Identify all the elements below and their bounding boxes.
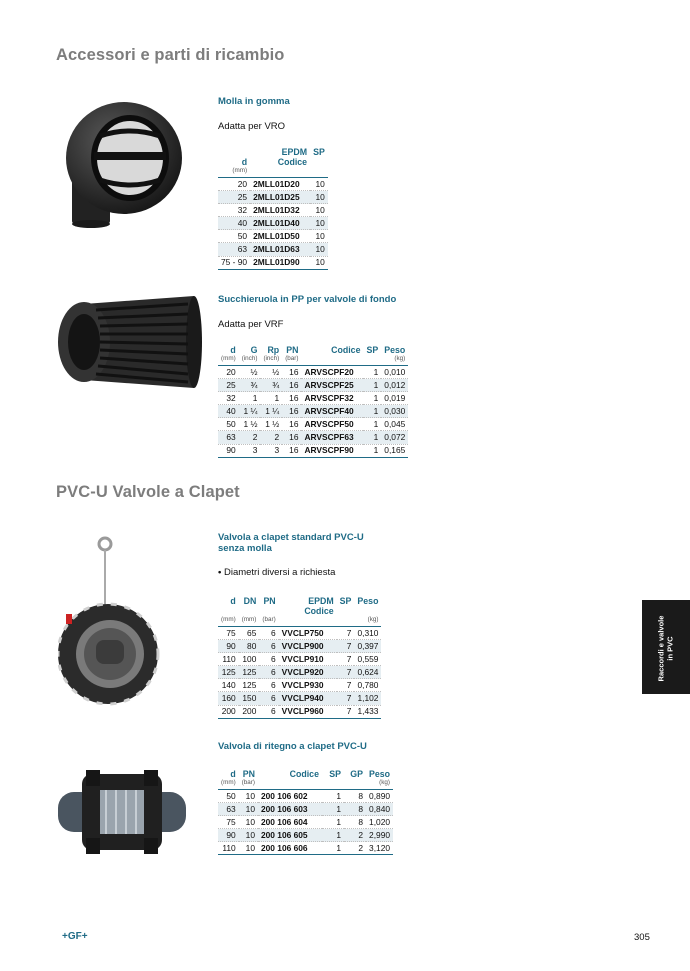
cell: 1,433 <box>354 705 381 718</box>
cell: 2 <box>239 431 261 444</box>
cell: 2MLL01D40 <box>250 217 310 230</box>
cell: VVCLP960 <box>279 705 337 718</box>
cell: ARVSCPF90 <box>301 444 363 457</box>
unit-g: (inch) <box>239 355 261 366</box>
col-header-peso: Peso <box>384 345 406 355</box>
cell: 0,780 <box>354 679 381 692</box>
cell: 0,019 <box>381 392 408 405</box>
cell: 1 <box>363 418 381 431</box>
cell: 75 - 90 <box>218 256 250 269</box>
side-tab-label: Raccordi e valvole in PVC <box>656 615 674 682</box>
col-header-d: d <box>230 345 236 355</box>
cell: 200 106 606 <box>258 842 322 855</box>
cell: 1 <box>363 444 381 457</box>
cell: 7 <box>337 666 355 679</box>
cell: 100 <box>239 653 260 666</box>
section-heading-pvc: PVC-U Valvole a Clapet <box>56 483 240 501</box>
cell: 40 <box>218 217 250 230</box>
table-row <box>218 243 328 256</box>
cell: 7 <box>337 653 355 666</box>
gf-logo: +GF+ <box>62 931 88 942</box>
cell: 0,624 <box>354 666 381 679</box>
section-title-ritegno: Valvola di ritegno a clapet PVC-U <box>218 741 367 752</box>
col-header-sp: SP <box>329 769 341 779</box>
cell: 75 <box>218 627 239 640</box>
cell: 16 <box>282 379 301 392</box>
table-row <box>218 842 393 855</box>
cell: 16 <box>282 418 301 431</box>
cell: 2MLL01D20 <box>250 178 310 191</box>
cell: 2 <box>344 842 366 855</box>
bullet-text: Diametri diversi a richiesta <box>223 567 336 578</box>
table-row <box>218 803 393 816</box>
cell: 10 <box>310 230 328 243</box>
cell: 90 <box>218 640 239 653</box>
section-title-succhieruola: Succhieruola in PP per valvole di fondo <box>218 294 397 305</box>
cell: 16 <box>282 405 301 418</box>
wafer-check-valve-image <box>58 534 164 710</box>
cell: 7 <box>337 640 355 653</box>
cell: 90 <box>218 444 239 457</box>
cell: 125 <box>239 679 260 692</box>
unit-d: (mm) <box>218 779 239 790</box>
table-row <box>218 653 381 666</box>
table-row <box>218 692 381 705</box>
cell: 1 ¼ <box>239 405 261 418</box>
unit-pn: (bar) <box>239 779 258 790</box>
cell: 0,030 <box>381 405 408 418</box>
cell: 75 <box>218 816 239 829</box>
cell: 2,990 <box>366 829 393 842</box>
ball-check-valve-image <box>56 764 188 860</box>
col-header-d: d <box>230 769 236 779</box>
cell: 25 <box>218 191 250 204</box>
unit-codice <box>258 779 322 790</box>
col-header-codice <box>250 147 310 167</box>
cell: 6 <box>259 679 278 692</box>
table-row <box>218 392 408 405</box>
unit-dn: (mm) <box>239 616 260 627</box>
cell: 150 <box>239 692 260 705</box>
table-row <box>218 204 328 217</box>
cell: 3,120 <box>366 842 393 855</box>
cell: 2 <box>344 829 366 842</box>
cell: 1 <box>322 790 344 803</box>
cell: 16 <box>282 444 301 457</box>
cell: ½ <box>239 366 261 379</box>
foot-valve-strainer-image <box>56 294 206 390</box>
bullet-dot: • <box>218 567 224 578</box>
unit-pn: (bar) <box>259 616 278 627</box>
col-header-peso: Peso <box>357 596 379 606</box>
cell: 10 <box>310 243 328 256</box>
unit-sp <box>310 167 328 178</box>
col-header-pn: PN <box>263 596 276 606</box>
cell: 10 <box>310 256 328 269</box>
cell: ARVSCPF40 <box>301 405 363 418</box>
cell: 2MLL01D90 <box>250 256 310 269</box>
cell: 6 <box>259 666 278 679</box>
section-title-clapet-standard: Valvola a clapet standard PVC-U senza molla <box>218 532 364 554</box>
table-row <box>218 217 328 230</box>
cell: 20 <box>218 366 239 379</box>
cell: VVCLP910 <box>279 653 337 666</box>
cell: 6 <box>259 640 278 653</box>
cell: 0,559 <box>354 653 381 666</box>
table-row <box>218 418 408 431</box>
cell: 200 106 605 <box>258 829 322 842</box>
cell: 140 <box>218 679 239 692</box>
cell: 0,890 <box>366 790 393 803</box>
col-header-codice: Codice <box>289 769 319 779</box>
cell: 0,045 <box>381 418 408 431</box>
col-header-pn: PN <box>286 345 299 355</box>
cell: ARVSCPF50 <box>301 418 363 431</box>
col-header-peso: Peso <box>368 769 391 779</box>
chapter-side-tab[interactable] <box>642 600 690 694</box>
cell: 0,012 <box>381 379 408 392</box>
table-row <box>218 627 381 640</box>
cell: 1 <box>363 431 381 444</box>
cell: 8 <box>344 790 366 803</box>
cell: 20 <box>218 178 250 191</box>
table-row <box>218 666 381 679</box>
table-succhieruola <box>218 345 408 458</box>
col-header-pn: PN <box>242 769 255 779</box>
rubber-spring-image <box>56 96 182 228</box>
unit-codice <box>301 355 363 366</box>
cell: 2MLL01D63 <box>250 243 310 256</box>
unit-d: (mm) <box>218 167 250 178</box>
cell: VVCLP900 <box>279 640 337 653</box>
cell: 80 <box>239 640 260 653</box>
cell: 1 <box>322 829 344 842</box>
cell: 125 <box>239 666 260 679</box>
cell: 7 <box>337 627 355 640</box>
col-header-sp: SP <box>366 345 379 355</box>
col-header-sp: SP <box>313 147 325 157</box>
cell: 125 <box>218 666 239 679</box>
cell: 10 <box>239 842 258 855</box>
table-row <box>218 431 408 444</box>
col-header-d: d <box>241 157 248 167</box>
col-header-d: d <box>230 596 236 606</box>
cell: ¾ <box>239 379 261 392</box>
table-row <box>218 640 381 653</box>
unit-d: (mm) <box>218 616 239 627</box>
cell: 1 ¼ <box>260 405 282 418</box>
cell: VVCLP930 <box>279 679 337 692</box>
unit-peso: (kg) <box>354 616 381 627</box>
cell: 6 <box>259 692 278 705</box>
cell: 0,010 <box>381 366 408 379</box>
cell: 1 <box>322 816 344 829</box>
cell: 1,020 <box>366 816 393 829</box>
cell: 200 106 603 <box>258 803 322 816</box>
cell: 0,072 <box>381 431 408 444</box>
cell: 1 ½ <box>239 418 261 431</box>
unit-peso: (kg) <box>366 779 393 790</box>
cell: 40 <box>218 405 239 418</box>
cell: 63 <box>218 803 239 816</box>
cell: 7 <box>337 679 355 692</box>
cell: 10 <box>239 816 258 829</box>
cell: ½ <box>260 366 282 379</box>
cell: 10 <box>310 204 328 217</box>
unit-peso: (kg) <box>381 355 408 366</box>
cell: 90 <box>218 829 239 842</box>
col-header-rp: Rp <box>267 345 280 355</box>
cell: 8 <box>344 803 366 816</box>
cell: ARVSCPF63 <box>301 431 363 444</box>
table-row <box>218 816 393 829</box>
cell: 2MLL01D50 <box>250 230 310 243</box>
unit-pn: (bar) <box>282 355 301 366</box>
cell: 0,397 <box>354 640 381 653</box>
cell: 1 <box>239 392 261 405</box>
cell: 1 <box>363 379 381 392</box>
cell: 10 <box>310 191 328 204</box>
cell: 3 <box>239 444 261 457</box>
section-subtitle-molla: Adatta per VRO <box>218 121 286 132</box>
unit-sp <box>322 779 344 790</box>
cell: 2 <box>260 431 282 444</box>
cell: 7 <box>337 692 355 705</box>
cell: ARVSCPF32 <box>301 392 363 405</box>
table-clapet-standard <box>218 596 381 719</box>
col-header-epdm-codice: EPDM Codice <box>304 596 334 616</box>
cell: VVCLP940 <box>279 692 337 705</box>
cell: 10 <box>310 217 328 230</box>
cell: 25 <box>218 379 239 392</box>
cell: 0,310 <box>354 627 381 640</box>
section-title-molla: Molla in gomma <box>218 96 290 107</box>
cell: 10 <box>239 829 258 842</box>
cell: 6 <box>259 705 278 718</box>
cell: 1 <box>322 842 344 855</box>
cell: 0,840 <box>366 803 393 816</box>
col-header-gp: GP <box>350 769 363 779</box>
table-row <box>218 366 408 379</box>
cell: 63 <box>218 431 239 444</box>
col-header-codice: Codice <box>331 345 361 355</box>
cell: 16 <box>282 392 301 405</box>
unit-sp <box>363 355 381 366</box>
cell: 6 <box>259 627 278 640</box>
cell: 32 <box>218 204 250 217</box>
cell: 1 ½ <box>260 418 282 431</box>
cell: 1 <box>322 803 344 816</box>
cell: 32 <box>218 392 239 405</box>
table-molla <box>218 147 328 270</box>
cell: 1 <box>363 392 381 405</box>
cell: 10 <box>239 790 258 803</box>
col-header-dn: DN <box>243 596 257 606</box>
cell: 0,165 <box>381 444 408 457</box>
cell: ARVSCPF25 <box>301 379 363 392</box>
cell: ¾ <box>260 379 282 392</box>
table-row <box>218 191 328 204</box>
cell: 3 <box>260 444 282 457</box>
cell: 7 <box>337 705 355 718</box>
cell: 160 <box>218 692 239 705</box>
cell: 200 106 602 <box>258 790 322 803</box>
table-row <box>218 405 408 418</box>
table-ritegno <box>218 769 393 855</box>
table-row <box>218 230 328 243</box>
cell: 1,102 <box>354 692 381 705</box>
cell: 200 <box>239 705 260 718</box>
unit-codice <box>279 616 337 627</box>
cell: 65 <box>239 627 260 640</box>
cell: 10 <box>310 178 328 191</box>
bullet-item <box>218 567 335 578</box>
cell: 2MLL01D32 <box>250 204 310 217</box>
cell: 1 <box>363 405 381 418</box>
cell: 16 <box>282 366 301 379</box>
cell: 200 <box>218 705 239 718</box>
cell: 1 <box>260 392 282 405</box>
table-row <box>218 444 408 457</box>
cell: 200 106 604 <box>258 816 322 829</box>
unit-sp <box>337 616 355 627</box>
cell: 16 <box>282 431 301 444</box>
cell: 110 <box>218 842 239 855</box>
unit-rp: (inch) <box>260 355 282 366</box>
page-number: 305 <box>634 932 650 943</box>
cell: 50 <box>218 418 239 431</box>
cell: 1 <box>363 366 381 379</box>
table-row <box>218 379 408 392</box>
unit-gp <box>344 779 366 790</box>
cell: 63 <box>218 243 250 256</box>
cell: 6 <box>259 653 278 666</box>
table-row <box>218 790 393 803</box>
cell: 2MLL01D25 <box>250 191 310 204</box>
table-row <box>218 679 381 692</box>
cell: 50 <box>218 790 239 803</box>
cell: 110 <box>218 653 239 666</box>
unit-d: (mm) <box>218 355 239 366</box>
table-row <box>218 829 393 842</box>
cell: ARVSCPF20 <box>301 366 363 379</box>
cell: 50 <box>218 230 250 243</box>
cell: VVCLP920 <box>279 666 337 679</box>
cell: VVCLP750 <box>279 627 337 640</box>
table-row <box>218 178 328 191</box>
cell: 8 <box>344 816 366 829</box>
cell: 10 <box>239 803 258 816</box>
col-header-epdm-codice: EPDM Codice <box>277 147 308 167</box>
page-title: Accessori e parti di ricambio <box>56 46 285 64</box>
table-row <box>218 256 328 269</box>
col-header-sp: SP <box>339 596 352 606</box>
unit-codice <box>250 167 310 178</box>
table-row <box>218 705 381 718</box>
col-header-g: G <box>250 345 258 355</box>
section-subtitle-succhieruola: Adatta per VRF <box>218 319 284 330</box>
